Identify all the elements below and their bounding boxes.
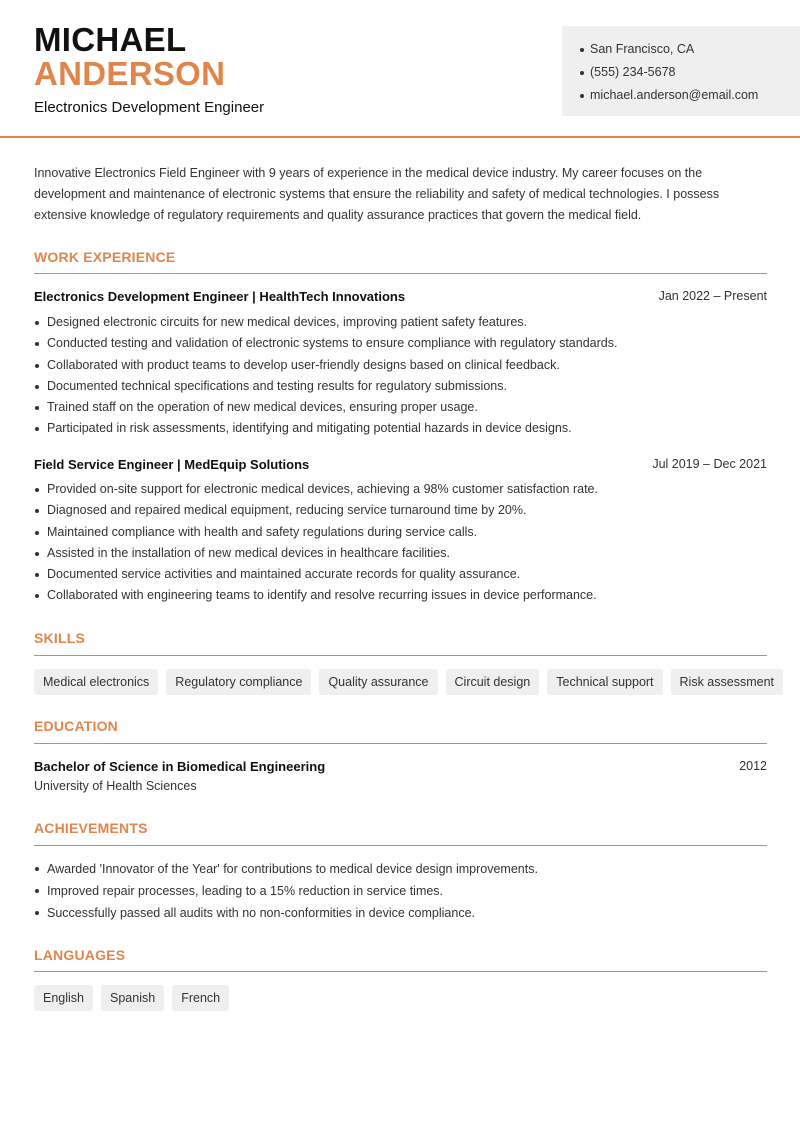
skill-chip: Regulatory compliance — [166, 669, 311, 695]
education-degree: Bachelor of Science in Biomedical Engineering — [34, 759, 326, 774]
first-name: MICHAEL — [34, 21, 187, 58]
section-title-skills: SKILLS — [34, 630, 85, 646]
achievement-bullets — [34, 858, 767, 924]
section-title-education: EDUCATION — [34, 718, 118, 734]
skill-chip: Risk assessment — [671, 669, 783, 695]
contact-email[interactable]: michael.anderson@email.com — [580, 84, 800, 107]
skills-list — [34, 669, 783, 695]
list-item: Provided on-site support for electronic medical devices, achieving a 98% customer satisfaction rate. — [34, 479, 767, 500]
job-bullets — [34, 312, 767, 440]
section-divider — [34, 655, 767, 656]
list-item: Assisted in the installation of new medical devices in healthcare facilities. — [34, 543, 767, 564]
education-year: 2012 — [739, 759, 767, 773]
job-title: Electronics Development Engineer — [34, 99, 265, 116]
languages-list — [34, 985, 229, 1011]
list-item: Awarded 'Innovator of the Year' for contributions to medical device design improvements. — [34, 858, 767, 880]
resume-header — [0, 0, 800, 138]
list-item: Collaborated with product teams to develop user-friendly designs based on clinical feedback. — [34, 355, 767, 376]
list-item: Designed electronic circuits for new medical devices, improving patient safety features. — [34, 312, 767, 333]
contact-location: San Francisco, CA — [580, 38, 800, 61]
section-title-achievements: ACHIEVEMENTS — [34, 820, 148, 836]
job-role: Electronics Development Engineer | HealthTech Innovations — [34, 289, 406, 304]
contact-box — [562, 26, 800, 116]
section-divider — [34, 971, 767, 972]
contact-phone: (555) 234-5678 — [580, 61, 800, 84]
skill-chip: Circuit design — [446, 669, 540, 695]
job-role: Field Service Engineer | MedEquip Solutions — [34, 457, 310, 472]
list-item: Documented service activities and maintained accurate records for quality assurance. — [34, 564, 767, 585]
section-title-work: WORK EXPERIENCE — [34, 249, 176, 265]
list-item: Participated in risk assessments, identifying and mitigating potential hazards in device designs. — [34, 418, 767, 439]
skill-chip: Quality assurance — [319, 669, 437, 695]
job-dates: Jan 2022 – Present — [658, 289, 767, 303]
list-item: Trained staff on the operation of new medical devices, ensuring proper usage. — [34, 397, 767, 418]
list-item: Documented technical specifications and testing results for regulatory submissions. — [34, 376, 767, 397]
list-item: Collaborated with engineering teams to identify and resolve recurring issues in device performance. — [34, 585, 767, 606]
section-divider — [34, 845, 767, 846]
list-item: Improved repair processes, leading to a 15% reduction in service times. — [34, 880, 767, 902]
language-chip: French — [172, 985, 229, 1011]
last-name: ANDERSON — [34, 55, 226, 92]
section-divider — [34, 743, 767, 744]
list-item: Conducted testing and validation of electronic systems to ensure compliance with regulatory standards. — [34, 333, 767, 354]
skill-chip: Medical electronics — [34, 669, 158, 695]
skill-chip: Technical support — [547, 669, 662, 695]
job-dates: Jul 2019 – Dec 2021 — [652, 457, 767, 471]
job-bullets — [34, 479, 767, 607]
language-chip: Spanish — [101, 985, 164, 1011]
summary: Innovative Electronics Field Engineer with 9 years of experience in the medical device industry. My career focuses on the development and maintenance of electronic systems that ensure the reliability and safety of medical technologies. I possess extensive knowledge of regulatory requirements and quality assurance practices that govern the medical field. — [34, 166, 720, 222]
job-header — [34, 457, 767, 475]
list-item: Diagnosed and repaired medical equipment, reducing service turnaround time by 20%. — [34, 500, 767, 521]
education-school: University of Health Sciences — [34, 779, 197, 793]
list-item: Successfully passed all audits with no non-conformities in device compliance. — [34, 902, 767, 924]
list-item: Maintained compliance with health and safety regulations during service calls. — [34, 522, 767, 543]
language-chip: English — [34, 985, 93, 1011]
section-divider — [34, 273, 767, 274]
section-title-languages: LANGUAGES — [34, 947, 126, 963]
job-header — [34, 289, 767, 307]
